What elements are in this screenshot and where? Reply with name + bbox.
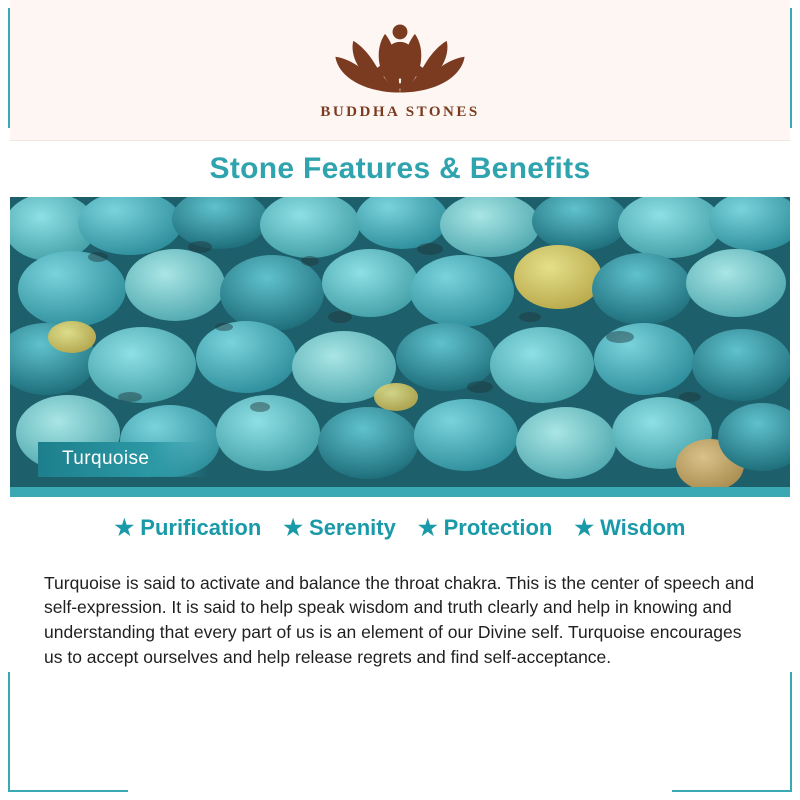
benefit-label: Protection xyxy=(443,515,553,540)
benefit-item xyxy=(574,515,685,541)
description-text: Turquoise is said to activate and balance the throat chakra. This is the center of speech and self-expression. It is said to help speak wisdom and truth clearly and help in knowing and understanding that every part of us is an element of our Divine self. Turquoise encourages us to accept ourselves and help release regrets and find self-acceptance. xyxy=(44,572,755,668)
benefit-label: Wisdom xyxy=(600,515,686,540)
lotus-meditation-icon xyxy=(325,18,475,100)
benefit-label: Serenity xyxy=(309,515,396,540)
brand-header xyxy=(10,0,790,140)
benefit-item xyxy=(418,515,553,541)
brand-name: BUDDHA STONES xyxy=(320,104,480,120)
stone-name-label: Turquoise xyxy=(38,442,209,477)
benefit-item xyxy=(115,515,262,541)
page-title: Stone Features & Benefits xyxy=(209,152,591,185)
title-bar xyxy=(10,140,790,197)
benefit-label: Purification xyxy=(140,515,262,540)
section-divider xyxy=(10,487,790,497)
bottom-spacer xyxy=(10,707,790,790)
star-icon: ★ xyxy=(114,515,135,540)
hero-image xyxy=(10,197,790,487)
benefit-item xyxy=(283,515,396,541)
poster-inner xyxy=(10,0,790,790)
star-icon: ★ xyxy=(574,515,595,540)
star-icon: ★ xyxy=(283,515,304,540)
description-section xyxy=(10,547,790,707)
benefits-list xyxy=(10,497,790,547)
star-icon: ★ xyxy=(417,515,438,540)
